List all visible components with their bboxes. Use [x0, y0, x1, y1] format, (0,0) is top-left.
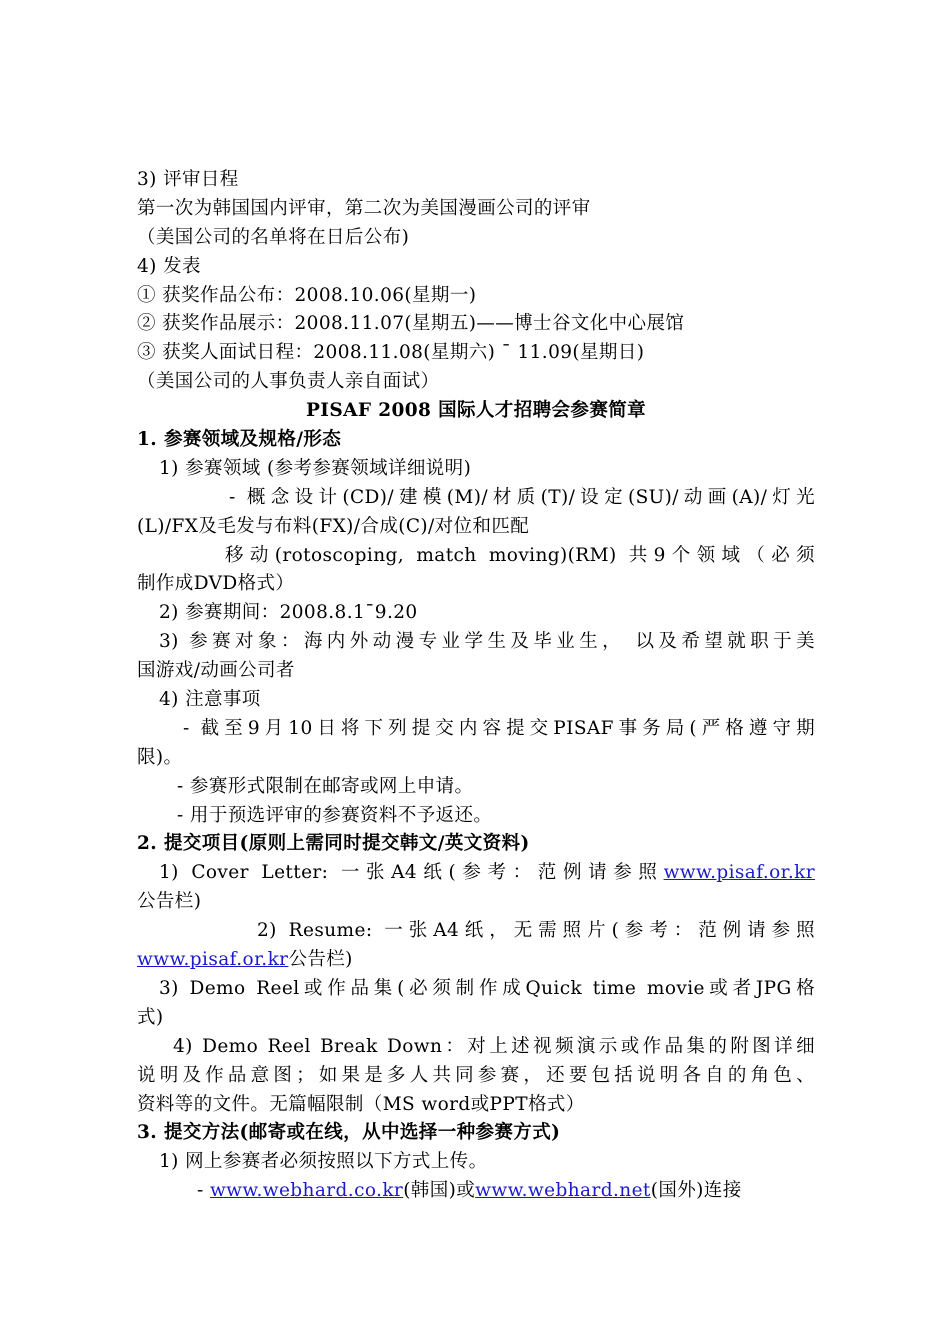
section-3-heading: 3. 提交方法(邮寄或在线，从中选择一种参赛方式) — [137, 1122, 561, 1144]
section-2-heading: 2. 提交项目(原则上需同时提交韩文/英文资料) — [137, 833, 530, 855]
webhard-net-link[interactable]: www.webhard.net — [475, 1180, 651, 1202]
section-1-sub-4: 4) 注意事项 — [159, 689, 261, 711]
document-body — [137, 166, 815, 1206]
fields-line-3: 移动(rotoscoping, match moving)(RM) 共9个领域（必须 — [225, 544, 815, 566]
document-title: PISAF 2008 国际人才招聘会参赛简章 — [305, 400, 647, 422]
section-3-sub-1: 1) 网上参赛者必须按照以下方式上传。 — [159, 1151, 488, 1173]
fields-line-4: 制作成DVD格式） — [137, 573, 295, 595]
section-2-item-3-line-1: 3) Demo Reel或作品集(必须制作成Quick time movie或者JPG格 — [159, 977, 815, 999]
announce-heading: 4) 发表 — [137, 255, 201, 277]
fields-line-1: - 概念设计(CD)/建模(M)/材质(T)/设定(SU)/动画(A)/灯光 — [229, 486, 815, 508]
section-2-item-4-line-3: 资料等的文件。无篇幅限制（MS word或PPT格式） — [137, 1093, 585, 1115]
item-1-text: 1) Cover Letter: 一张A4纸(参考：范例请参照 — [159, 862, 664, 884]
note-1-line-1: - 截至9月10日将下列提交内容提交PISAF事务局(严格遵守期 — [183, 717, 815, 739]
section-1-sub-1: 1) 参赛领域 (参考参赛领域详细说明) — [159, 457, 472, 479]
schedule-line-2: （美国公司的名单将在日后公布) — [137, 226, 410, 248]
webhard-kr-link[interactable]: www.webhard.co.kr — [209, 1180, 404, 1202]
note-2: - 参赛形式限制在邮寄或网上申请。 — [177, 775, 474, 797]
note-1-line-2: 限)。 — [137, 746, 183, 768]
announce-note: （美国公司的人事负责人亲自面试） — [137, 371, 440, 393]
announce-item-1: ① 获奖作品公布：2008.10.06(星期一) — [137, 284, 477, 306]
section-1-sub-3-line-1: 3) 参赛对象：海内外动漫专业学生及毕业生， 以及希望就职于美 — [159, 631, 815, 653]
pisaf-link-2[interactable]: www.pisaf.or.kr — [137, 949, 289, 971]
section-1-heading: 1. 参赛领域及规格/形态 — [137, 429, 342, 451]
section-3-upload-line — [137, 1177, 815, 1206]
section-2-item-2-line-2 — [137, 946, 815, 975]
announce-item-2: ② 获奖作品展示：2008.11.07(星期五)——博士谷文化中心展馆 — [137, 313, 685, 335]
pisaf-link-1[interactable]: www.pisaf.or.kr — [663, 862, 815, 884]
section-2-item-4-line-2: 说明及作品意图；如果是多人共同参赛，还要包括说明各自的角色、 — [137, 1064, 815, 1086]
fields-line-2: (L)/FX及毛发与布料(FX)/合成(C)/对位和匹配 — [137, 515, 530, 537]
upload-mid: (韩国)或 — [403, 1180, 476, 1202]
section-2-item-2-line-1: 2) Resume: 一张A4纸，无需照片(参考：范例请参照 — [257, 920, 815, 942]
section-1-sub-3-line-2: 国游戏/动画公司者 — [137, 660, 295, 682]
section-2-item-3-line-2: 式) — [137, 1006, 164, 1028]
upload-end: (国外)连接 — [650, 1180, 742, 1202]
announce-item-3: ③ 获奖人面试日程：2008.11.08(星期六) ¯ 11.09(星期日) — [137, 342, 645, 364]
section-2-item-1-line-2: 公告栏) — [137, 891, 202, 913]
upload-dash: - — [197, 1180, 210, 1202]
schedule-line-1: 第一次为韩国国内评审，第二次为美国漫画公司的评审 — [137, 197, 591, 219]
note-3: - 用于预选评审的参赛资料不予返还。 — [177, 804, 493, 826]
section-2-item-4-line-1: 4) Demo Reel Break Down：对上述视频演示或作品集的附图详细 — [173, 1035, 815, 1057]
section-1-sub-2: 2) 参赛期间：2008.8.1¯9.20 — [159, 602, 418, 624]
schedule-heading: 3) 评审日程 — [137, 169, 239, 190]
item-2-suffix: 公告栏) — [288, 949, 353, 971]
section-2-item-1-line-1 — [137, 859, 815, 888]
